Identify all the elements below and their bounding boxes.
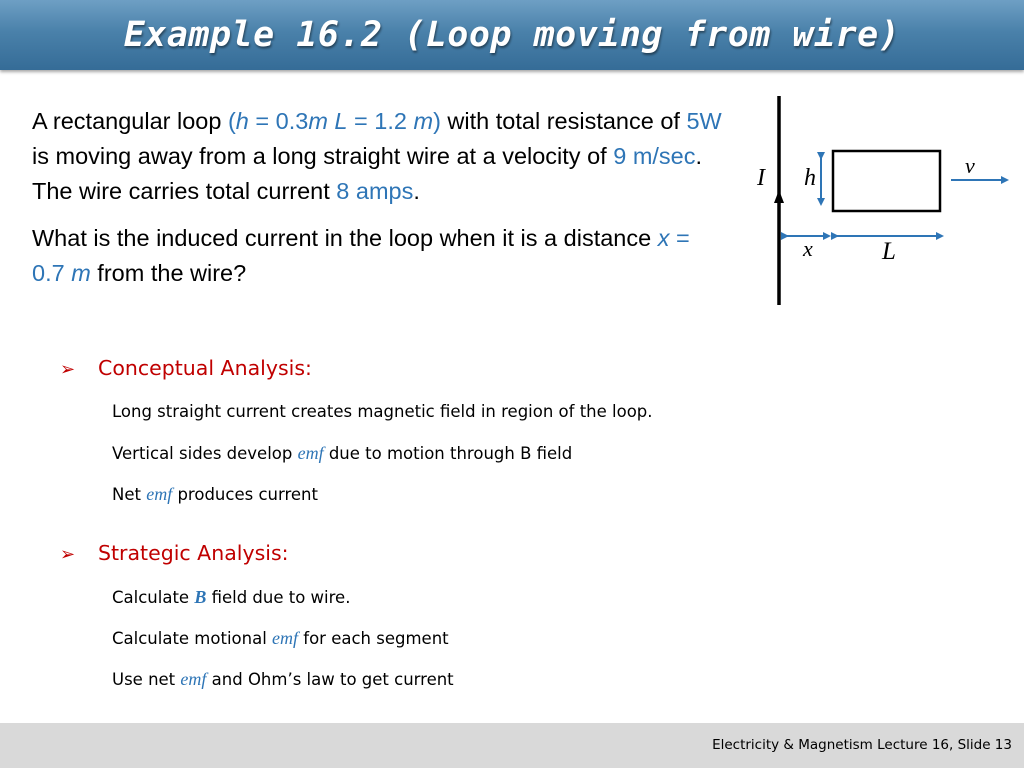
strategic-analysis-section <box>60 540 289 568</box>
question-text: from the wire? <box>90 260 247 286</box>
h-unit: m <box>308 108 328 134</box>
paren-open: ( <box>227 108 236 134</box>
arrow-bullet-icon: ➢ <box>60 544 76 565</box>
current-arrow-icon <box>774 190 784 203</box>
list-item <box>112 586 350 609</box>
problem-statement <box>32 104 722 291</box>
conceptual-analysis-heading <box>60 355 312 383</box>
item-text: produces current <box>172 485 318 504</box>
strategic-analysis-heading <box>60 540 289 568</box>
item-text: Net <box>112 485 147 504</box>
item-text: due to motion through B field <box>323 444 573 463</box>
problem-text: . <box>413 178 420 204</box>
list-item <box>112 483 318 506</box>
b-field-term: B <box>194 587 207 607</box>
item-text: Long straight current creates magnetic field in region of the loop. <box>112 402 653 421</box>
conceptual-analysis-section <box>60 355 312 383</box>
slide-footer <box>0 723 1024 768</box>
slide-title: Example 16.2 (Loop moving from wire) <box>123 15 901 55</box>
x-unit: m <box>71 260 91 286</box>
item-text: for each segment <box>298 629 449 648</box>
emf-term: emf <box>297 443 324 463</box>
emf-term: emf <box>180 669 207 689</box>
arrow-bullet-icon: ➢ <box>60 359 76 380</box>
item-text: field due to wire. <box>206 588 351 607</box>
list-item <box>112 627 449 650</box>
L-variable: L <box>327 108 348 134</box>
item-text: Use net <box>112 670 181 689</box>
problem-text: is moving away from a long straight wire at a velocity of <box>32 143 614 169</box>
label-length-L: L <box>882 238 896 265</box>
x-variable: x <box>657 225 670 251</box>
label-height-h: h <box>804 165 816 191</box>
label-velocity-v: v <box>965 153 975 178</box>
problem-text: A rectangular loop <box>32 108 228 134</box>
problem-text: with total resistance of <box>440 108 687 134</box>
emf-term: emf <box>272 628 299 648</box>
item-text: Calculate <box>112 588 195 607</box>
item-text: and Ohm’s law to get current <box>206 670 454 689</box>
heading-text: Strategic Analysis: <box>98 541 289 565</box>
wire-loop-diagram <box>745 92 1015 312</box>
current-value: 8 amps <box>336 178 414 204</box>
diagram-graphic <box>745 92 1015 312</box>
list-item <box>112 401 653 423</box>
velocity-value: 9 m/sec <box>613 143 696 169</box>
item-text: Vertical sides develop <box>112 444 298 463</box>
question-text: What is the induced current in the loop when it is a distance <box>32 225 658 251</box>
label-distance-x: x <box>803 236 813 261</box>
item-text: Calculate motional <box>112 629 273 648</box>
problem-text: . The wire carries total current <box>32 143 703 204</box>
paren-close: ) <box>433 108 441 134</box>
list-item <box>112 442 572 465</box>
x-value: = 0.7 <box>32 225 690 286</box>
L-value: = 1.2 <box>347 108 414 134</box>
h-variable: h <box>235 108 249 134</box>
resistance-value: 5W <box>686 108 722 134</box>
label-current-I: I <box>757 165 765 191</box>
heading-text: Conceptual Analysis: <box>98 356 312 380</box>
L-unit: m <box>413 108 434 134</box>
problem-paragraph-1 <box>32 104 722 209</box>
h-value: = 0.3 <box>248 108 309 134</box>
footer-text: Electricity & Magnetism Lecture 16, Slide 13 <box>712 737 1012 753</box>
list-item <box>112 668 454 691</box>
emf-term: emf <box>146 484 173 504</box>
title-bar <box>0 0 1024 70</box>
rectangular-loop <box>833 151 940 211</box>
problem-paragraph-2 <box>32 221 722 291</box>
